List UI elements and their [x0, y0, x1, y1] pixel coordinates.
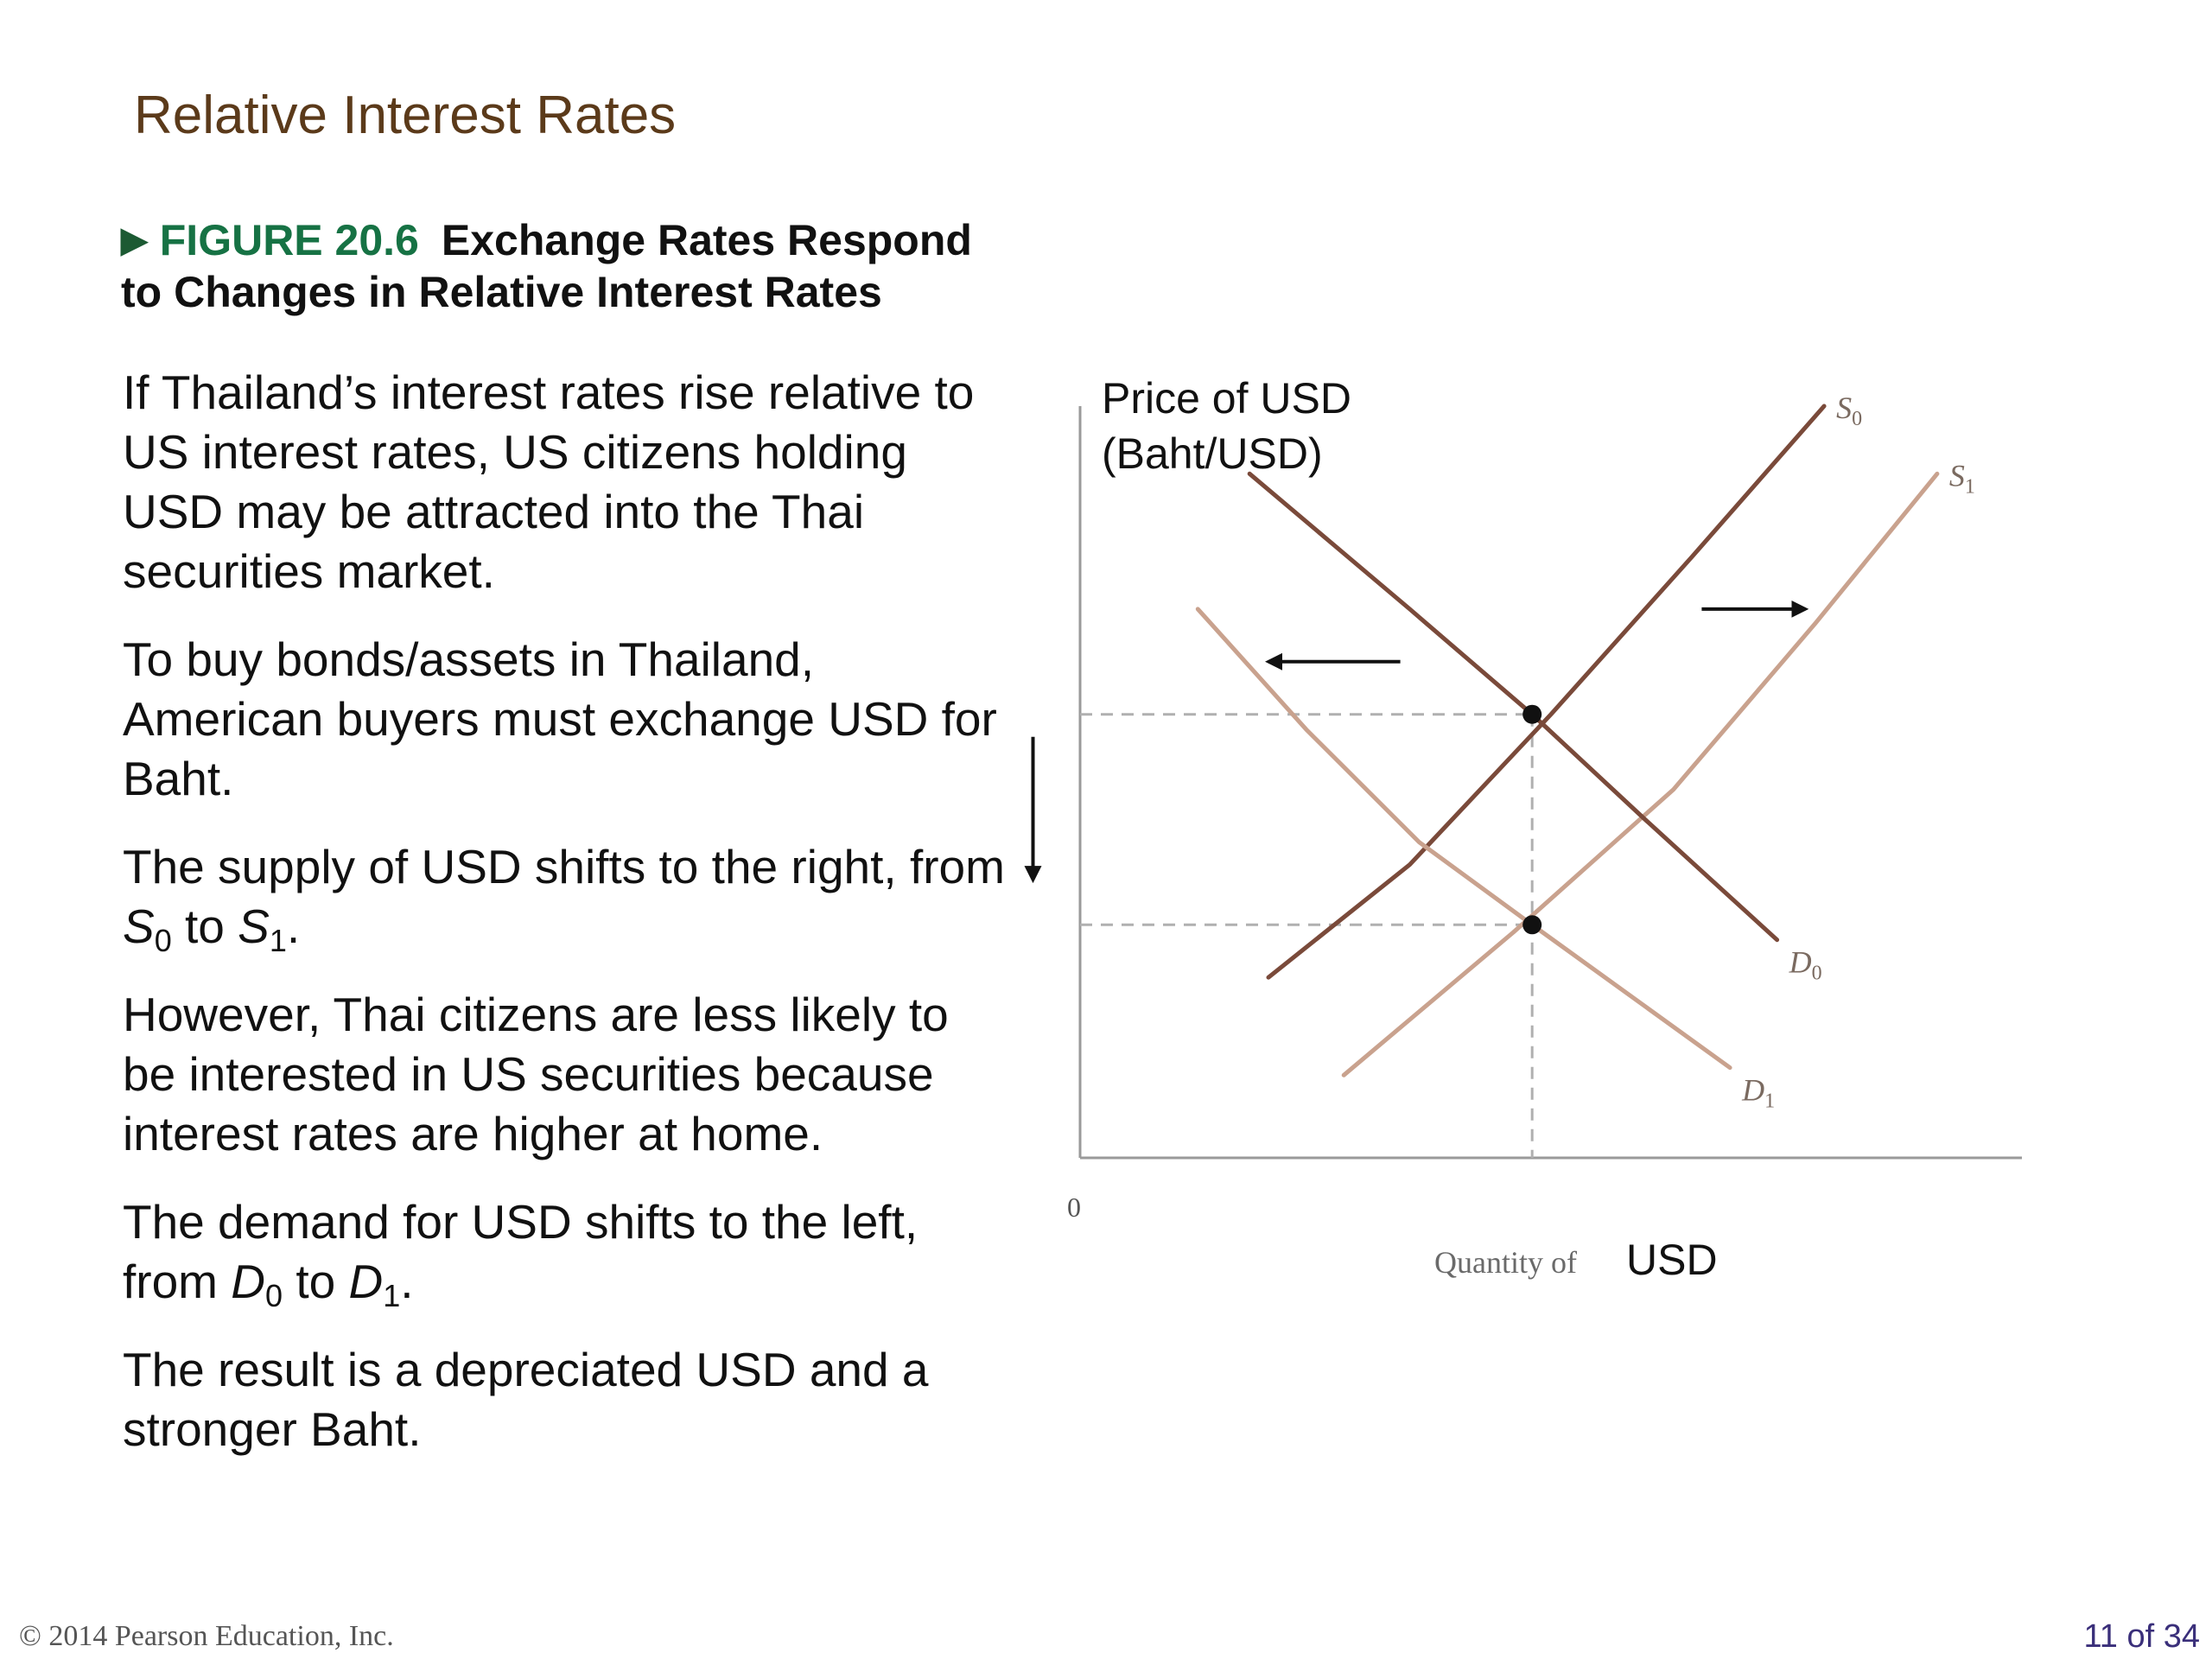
- equilibrium-point-e1: [1522, 915, 1541, 934]
- demand-curve-d1: [1198, 609, 1730, 1068]
- x-axis-label-suffix: USD: [1626, 1236, 1718, 1284]
- paragraph-5-mid: to: [283, 1255, 349, 1308]
- figure-title: Exchange Rates Respond to Changes in Relative Interest Rates: [121, 216, 972, 316]
- subscript-1: 1: [383, 1278, 401, 1313]
- paragraph-3-end: .: [286, 899, 301, 953]
- curve-label-s0: [1836, 391, 1862, 430]
- supply-curve-s0: [1268, 406, 1824, 977]
- curve-label-letter: D: [1789, 944, 1812, 980]
- curve-label-letter: S: [1836, 391, 1853, 425]
- demand-curve-d0: [1249, 474, 1777, 939]
- copyright-notice: © 2014 Pearson Education, Inc.: [19, 1620, 394, 1652]
- curve-label-s1: [1949, 458, 1975, 498]
- paragraph-3-mid: to: [171, 899, 238, 953]
- curve-label-d0: [1789, 945, 1822, 985]
- play-triangle-icon: ▶: [121, 221, 148, 259]
- equilibrium-point-e0: [1522, 705, 1541, 724]
- paragraph-5-end: .: [400, 1255, 414, 1308]
- slide-title: Relative Interest Rates: [134, 86, 677, 145]
- curve-label-subscript: 0: [1852, 408, 1863, 430]
- curve-label-subscript: 1: [1964, 475, 1975, 499]
- paragraph-5-lead: The demand for USD shifts to the left, from: [123, 1195, 918, 1308]
- symbol-s: S: [238, 899, 270, 953]
- curve-label-letter: D: [1742, 1072, 1765, 1108]
- symbol-s: S: [123, 899, 155, 953]
- y-axis-label-line-1: Price of USD: [1102, 374, 1351, 423]
- subscript-0: 0: [265, 1278, 283, 1313]
- curve-label-d1: [1741, 1073, 1775, 1113]
- figure-number: FIGURE 20.6: [159, 216, 419, 264]
- y-axis-label-line-2: (Baht/USD): [1102, 429, 1323, 478]
- supply-curve-s1: [1344, 474, 1937, 1075]
- paragraph-2: To buy bonds/assets in Thailand, American buyers must exchange USD for Baht.: [123, 632, 997, 805]
- origin-label: 0: [1067, 1192, 1081, 1223]
- curve-label-letter: S: [1948, 458, 1965, 493]
- symbol-d: D: [348, 1255, 384, 1308]
- symbol-d: D: [231, 1255, 266, 1308]
- page-number: 11 of 34: [2083, 1618, 2200, 1655]
- paragraph-3-lead: The supply of USD shifts to the right, from: [123, 840, 1005, 893]
- curve-label-subscript: 1: [1764, 1090, 1776, 1113]
- subscript-0: 0: [154, 923, 172, 958]
- paragraph-6: The result is a depreciated USD and a stronger Baht.: [123, 1343, 929, 1456]
- paragraph-1: If Thailand’s interest rates rise relative to US interest rates, US citizens holding USD may be attracted into the Thai securities market.: [123, 365, 975, 598]
- subscript-1: 1: [269, 923, 287, 958]
- curve-label-subscript: 0: [1811, 962, 1822, 985]
- paragraph-4: However, Thai citizens are less likely to be interested in US securities because interest rates are higher at home.: [123, 988, 949, 1160]
- x-axis-label-prefix: Quantity of: [1434, 1245, 1577, 1280]
- chart-marks: [1033, 391, 2023, 1158]
